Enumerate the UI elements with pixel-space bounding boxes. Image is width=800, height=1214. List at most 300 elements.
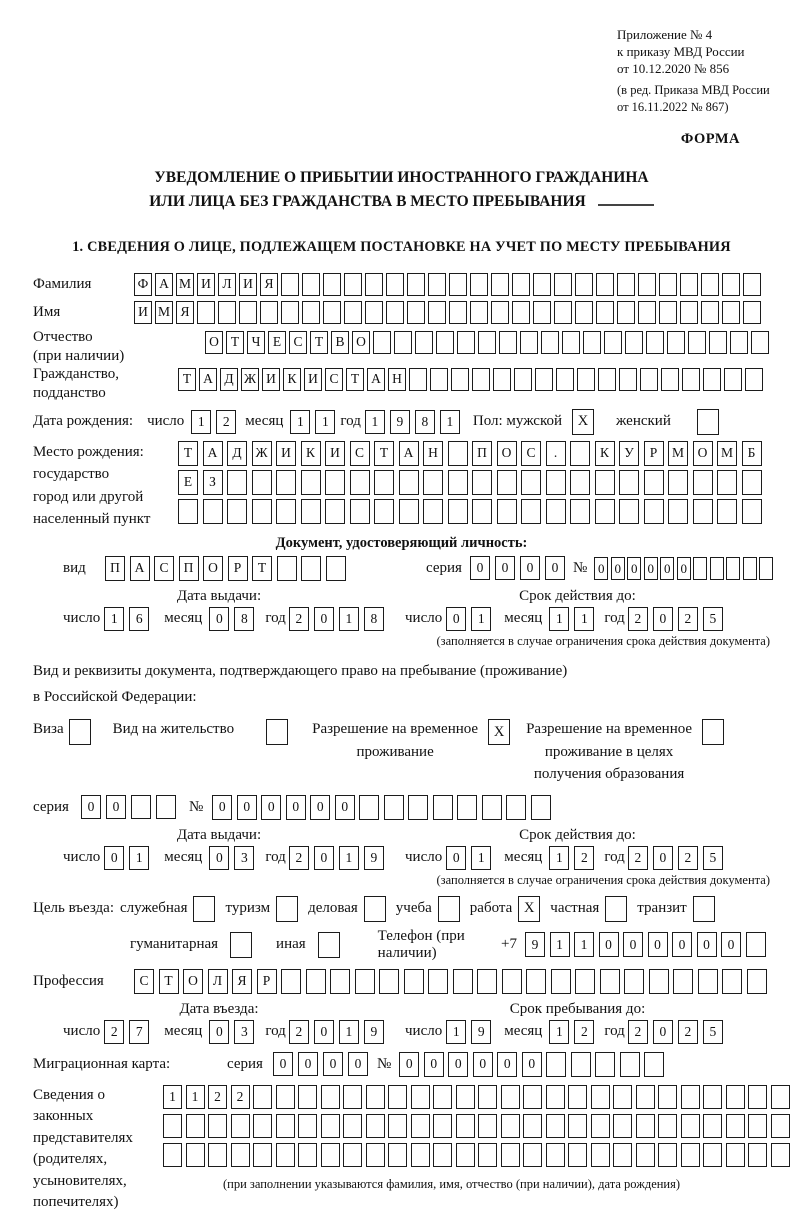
char-cell[interactable] [448, 470, 468, 495]
char-cell[interactable]: 0 [106, 795, 126, 819]
char-cell[interactable] [350, 499, 370, 524]
char-cell[interactable] [227, 470, 247, 495]
char-cell[interactable] [404, 969, 424, 994]
char-cell[interactable] [470, 273, 488, 296]
char-cell[interactable] [514, 368, 532, 391]
char-cell[interactable] [301, 499, 321, 524]
char-cell[interactable] [301, 556, 321, 581]
char-cell[interactable] [470, 301, 488, 324]
char-cell[interactable] [472, 499, 492, 524]
char-cell[interactable]: С [154, 556, 174, 581]
char-cell[interactable]: 1 [191, 410, 211, 434]
char-cell[interactable] [595, 470, 615, 495]
char-cell[interactable]: 0 [446, 607, 466, 631]
char-cell[interactable] [411, 1114, 430, 1138]
char-cell[interactable] [521, 499, 541, 524]
char-cell[interactable] [326, 556, 346, 581]
char-cell[interactable]: А [155, 273, 173, 296]
char-cell[interactable]: Т [310, 331, 328, 354]
char-cell[interactable]: А [199, 368, 217, 391]
char-cell[interactable] [680, 301, 698, 324]
char-cell[interactable]: 0 [677, 557, 691, 580]
char-cell[interactable] [742, 499, 762, 524]
char-cell[interactable] [681, 1085, 700, 1109]
char-cell[interactable] [526, 969, 546, 994]
char-cell[interactable] [717, 470, 737, 495]
char-cell[interactable]: 0 [237, 795, 257, 820]
char-cell[interactable]: Т [346, 368, 364, 391]
char-cell[interactable] [746, 932, 766, 957]
char-cell[interactable] [399, 470, 419, 495]
char-cell[interactable] [575, 301, 593, 324]
char-cell[interactable] [302, 301, 320, 324]
char-cell[interactable] [562, 331, 580, 354]
char-cell[interactable]: Т [178, 368, 196, 391]
char-cell[interactable]: О [497, 441, 517, 466]
char-cell[interactable] [203, 499, 223, 524]
char-cell[interactable]: 1 [339, 607, 359, 631]
char-cell[interactable] [748, 1085, 767, 1109]
char-cell[interactable] [613, 1085, 632, 1109]
char-cell[interactable] [595, 1052, 615, 1077]
char-cell[interactable] [546, 1114, 565, 1138]
char-cell[interactable] [681, 1114, 700, 1138]
char-cell[interactable] [379, 969, 399, 994]
char-cell[interactable] [533, 301, 551, 324]
char-cell[interactable]: 1 [446, 1020, 466, 1044]
char-cell[interactable]: 1 [574, 607, 594, 631]
char-cell[interactable] [680, 273, 698, 296]
char-cell[interactable]: Ж [241, 368, 259, 391]
char-cell[interactable] [208, 1114, 227, 1138]
char-cell[interactable] [456, 1085, 475, 1109]
char-cell[interactable] [423, 470, 443, 495]
char-cell[interactable] [388, 1085, 407, 1109]
char-cell[interactable]: 0 [314, 607, 334, 631]
char-cell[interactable] [682, 368, 700, 391]
char-cell[interactable]: 5 [703, 1020, 723, 1044]
char-cell[interactable] [701, 273, 719, 296]
char-cell[interactable] [374, 470, 394, 495]
char-cell[interactable] [384, 795, 404, 820]
char-cell[interactable]: Р [228, 556, 248, 581]
char-cell[interactable] [449, 273, 467, 296]
char-cell[interactable]: Н [388, 368, 406, 391]
char-cell[interactable] [386, 301, 404, 324]
char-cell[interactable] [276, 1085, 295, 1109]
char-cell[interactable]: Т [159, 969, 179, 994]
char-cell[interactable] [512, 273, 530, 296]
char-cell[interactable]: Д [220, 368, 238, 391]
char-cell[interactable]: В [331, 331, 349, 354]
char-cell[interactable] [710, 557, 724, 580]
char-cell[interactable] [546, 499, 566, 524]
char-cell[interactable] [596, 273, 614, 296]
char-cell[interactable]: Е [178, 470, 198, 495]
residence-permit-checkbox[interactable] [266, 719, 288, 745]
char-cell[interactable] [568, 1085, 587, 1109]
char-cell[interactable]: 9 [525, 932, 545, 957]
char-cell[interactable] [178, 499, 198, 524]
char-cell[interactable]: Я [232, 969, 252, 994]
char-cell[interactable] [472, 470, 492, 495]
char-cell[interactable]: 0 [594, 557, 608, 580]
char-cell[interactable]: И [325, 441, 345, 466]
char-cell[interactable]: О [352, 331, 370, 354]
char-cell[interactable] [533, 273, 551, 296]
char-cell[interactable]: С [350, 441, 370, 466]
char-cell[interactable]: 0 [348, 1052, 368, 1076]
char-cell[interactable] [306, 969, 326, 994]
char-cell[interactable] [673, 969, 693, 994]
char-cell[interactable]: 0 [335, 795, 355, 820]
char-cell[interactable] [298, 1114, 317, 1138]
char-cell[interactable]: 9 [364, 846, 384, 870]
char-cell[interactable] [298, 1085, 317, 1109]
char-cell[interactable] [430, 368, 448, 391]
char-cell[interactable] [617, 301, 635, 324]
char-cell[interactable]: 1 [339, 1020, 359, 1044]
char-cell[interactable]: 2 [678, 1020, 698, 1044]
temp-residence-education-checkbox[interactable] [702, 719, 724, 745]
char-cell[interactable] [658, 1114, 677, 1138]
char-cell[interactable] [394, 331, 412, 354]
char-cell[interactable]: И [304, 368, 322, 391]
char-cell[interactable] [636, 1114, 655, 1138]
char-cell[interactable] [726, 557, 740, 580]
char-cell[interactable]: С [325, 368, 343, 391]
char-cell[interactable]: 0 [672, 932, 692, 957]
char-cell[interactable]: 0 [399, 1052, 419, 1077]
char-cell[interactable] [453, 969, 473, 994]
char-cell[interactable] [551, 969, 571, 994]
char-cell[interactable]: 1 [290, 410, 310, 434]
char-cell[interactable] [570, 470, 590, 495]
char-cell[interactable]: 1 [163, 1085, 182, 1109]
char-cell[interactable] [478, 1085, 497, 1109]
char-cell[interactable] [502, 969, 522, 994]
char-cell[interactable] [703, 1114, 722, 1138]
char-cell[interactable]: 0 [721, 932, 741, 957]
char-cell[interactable] [276, 470, 296, 495]
char-cell[interactable] [646, 331, 664, 354]
char-cell[interactable]: Б [742, 441, 762, 466]
char-cell[interactable] [330, 969, 350, 994]
char-cell[interactable]: 0 [522, 1052, 542, 1077]
char-cell[interactable] [604, 331, 622, 354]
char-cell[interactable]: 0 [697, 932, 717, 957]
char-cell[interactable] [658, 1085, 677, 1109]
char-cell[interactable]: 0 [323, 1052, 343, 1076]
char-cell[interactable] [350, 470, 370, 495]
char-cell[interactable] [747, 969, 767, 994]
char-cell[interactable]: 9 [471, 1020, 491, 1044]
char-cell[interactable]: 2 [208, 1085, 227, 1109]
char-cell[interactable]: 9 [390, 410, 410, 434]
char-cell[interactable] [491, 273, 509, 296]
purpose-private-checkbox[interactable] [605, 896, 627, 922]
char-cell[interactable] [620, 1052, 640, 1077]
char-cell[interactable]: Р [644, 441, 664, 466]
char-cell[interactable]: У [619, 441, 639, 466]
char-cell[interactable] [570, 441, 590, 466]
char-cell[interactable]: М [176, 273, 194, 296]
char-cell[interactable]: 2 [231, 1085, 250, 1109]
char-cell[interactable] [659, 301, 677, 324]
char-cell[interactable] [449, 301, 467, 324]
char-cell[interactable] [575, 969, 595, 994]
char-cell[interactable] [638, 301, 656, 324]
char-cell[interactable]: И [262, 368, 280, 391]
char-cell[interactable] [302, 273, 320, 296]
char-cell[interactable] [407, 273, 425, 296]
char-cell[interactable]: 0 [104, 846, 124, 870]
char-cell[interactable] [252, 499, 272, 524]
char-cell[interactable] [343, 1085, 362, 1109]
char-cell[interactable] [521, 470, 541, 495]
char-cell[interactable]: 0 [495, 556, 515, 580]
char-cell[interactable] [472, 368, 490, 391]
char-cell[interactable] [344, 273, 362, 296]
char-cell[interactable]: 0 [424, 1052, 444, 1077]
purpose-humanitarian-checkbox[interactable] [230, 932, 252, 958]
char-cell[interactable] [373, 331, 391, 354]
char-cell[interactable]: 9 [364, 1020, 384, 1044]
char-cell[interactable] [366, 1114, 385, 1138]
char-cell[interactable] [591, 1114, 610, 1138]
char-cell[interactable]: 0 [209, 846, 229, 870]
char-cell[interactable] [433, 795, 453, 820]
char-cell[interactable]: 1 [549, 1020, 569, 1044]
purpose-tourism-checkbox[interactable] [276, 896, 298, 922]
char-cell[interactable] [457, 795, 477, 820]
char-cell[interactable]: О [693, 441, 713, 466]
char-cell[interactable]: Р [257, 969, 277, 994]
char-cell[interactable]: 0 [310, 795, 330, 820]
char-cell[interactable] [493, 368, 511, 391]
char-cell[interactable]: 0 [648, 932, 668, 957]
char-cell[interactable]: 1 [315, 410, 335, 434]
char-cell[interactable] [428, 273, 446, 296]
char-cell[interactable]: 0 [599, 932, 619, 957]
char-cell[interactable] [218, 301, 236, 324]
char-cell[interactable] [541, 331, 559, 354]
char-cell[interactable]: Я [260, 273, 278, 296]
char-cell[interactable]: И [276, 441, 296, 466]
char-cell[interactable] [423, 499, 443, 524]
char-cell[interactable] [276, 499, 296, 524]
char-cell[interactable]: 0 [209, 1020, 229, 1044]
char-cell[interactable]: 0 [470, 556, 490, 580]
char-cell[interactable] [722, 969, 742, 994]
char-cell[interactable] [703, 1085, 722, 1109]
char-cell[interactable]: 1 [186, 1085, 205, 1109]
char-cell[interactable] [743, 301, 761, 324]
char-cell[interactable] [478, 331, 496, 354]
char-cell[interactable] [365, 301, 383, 324]
char-cell[interactable]: Я [176, 301, 194, 324]
char-cell[interactable]: Н [423, 441, 443, 466]
char-cell[interactable] [477, 969, 497, 994]
char-cell[interactable] [436, 331, 454, 354]
char-cell[interactable]: 2 [104, 1020, 124, 1044]
char-cell[interactable]: С [289, 331, 307, 354]
char-cell[interactable]: 8 [234, 607, 254, 631]
char-cell[interactable] [156, 795, 176, 819]
char-cell[interactable] [726, 1085, 745, 1109]
char-cell[interactable] [428, 301, 446, 324]
char-cell[interactable]: Л [218, 273, 236, 296]
char-cell[interactable]: Ч [247, 331, 265, 354]
char-cell[interactable] [644, 1052, 664, 1077]
char-cell[interactable]: 0 [209, 607, 229, 631]
char-cell[interactable] [546, 470, 566, 495]
char-cell[interactable]: 0 [286, 795, 306, 820]
char-cell[interactable] [724, 368, 742, 391]
char-cell[interactable] [649, 969, 669, 994]
char-cell[interactable] [546, 1052, 566, 1077]
char-cell[interactable]: Т [252, 556, 272, 581]
char-cell[interactable]: Ф [134, 273, 152, 296]
char-cell[interactable]: 1 [339, 846, 359, 870]
char-cell[interactable] [433, 1085, 452, 1109]
char-cell[interactable]: 3 [234, 846, 254, 870]
char-cell[interactable] [698, 969, 718, 994]
char-cell[interactable] [591, 1085, 610, 1109]
char-cell[interactable]: 0 [314, 1020, 334, 1044]
char-cell[interactable] [520, 331, 538, 354]
char-cell[interactable] [722, 273, 740, 296]
char-cell[interactable] [374, 499, 394, 524]
char-cell[interactable] [497, 470, 517, 495]
char-cell[interactable] [253, 1085, 272, 1109]
char-cell[interactable]: 0 [298, 1052, 318, 1076]
char-cell[interactable]: К [595, 441, 615, 466]
char-cell[interactable] [613, 1114, 632, 1138]
char-cell[interactable] [661, 368, 679, 391]
char-cell[interactable]: Т [178, 441, 198, 466]
char-cell[interactable]: 0 [448, 1052, 468, 1077]
char-cell[interactable]: П [179, 556, 199, 581]
char-cell[interactable]: 6 [129, 607, 149, 631]
char-cell[interactable] [506, 795, 526, 820]
char-cell[interactable] [457, 331, 475, 354]
char-cell[interactable] [131, 795, 151, 819]
char-cell[interactable] [321, 1085, 340, 1109]
char-cell[interactable]: К [283, 368, 301, 391]
char-cell[interactable] [301, 470, 321, 495]
temp-residence-checkbox[interactable]: X [488, 719, 510, 745]
char-cell[interactable] [499, 331, 517, 354]
char-cell[interactable] [546, 1085, 565, 1109]
char-cell[interactable] [281, 301, 299, 324]
char-cell[interactable]: О [183, 969, 203, 994]
char-cell[interactable] [386, 273, 404, 296]
gender-female-checkbox[interactable] [697, 409, 719, 435]
char-cell[interactable] [598, 368, 616, 391]
char-cell[interactable] [186, 1114, 205, 1138]
char-cell[interactable] [321, 1114, 340, 1138]
char-cell[interactable]: 2 [678, 607, 698, 631]
char-cell[interactable] [523, 1114, 542, 1138]
char-cell[interactable] [281, 273, 299, 296]
char-cell[interactable] [667, 331, 685, 354]
char-cell[interactable]: 0 [81, 795, 101, 819]
char-cell[interactable] [771, 1085, 790, 1109]
char-cell[interactable] [619, 368, 637, 391]
char-cell[interactable]: 2 [289, 846, 309, 870]
char-cell[interactable] [163, 1114, 182, 1138]
char-cell[interactable] [709, 331, 727, 354]
char-cell[interactable]: Д [227, 441, 247, 466]
char-cell[interactable] [227, 499, 247, 524]
char-cell[interactable]: 2 [574, 1020, 594, 1044]
char-cell[interactable]: 1 [471, 846, 491, 870]
char-cell[interactable] [260, 301, 278, 324]
char-cell[interactable] [554, 301, 572, 324]
char-cell[interactable]: А [130, 556, 150, 581]
char-cell[interactable] [596, 301, 614, 324]
char-cell[interactable] [638, 273, 656, 296]
char-cell[interactable]: З [203, 470, 223, 495]
char-cell[interactable] [751, 331, 769, 354]
char-cell[interactable]: 1 [549, 846, 569, 870]
char-cell[interactable] [478, 1114, 497, 1138]
char-cell[interactable]: И [239, 273, 257, 296]
char-cell[interactable] [619, 470, 639, 495]
char-cell[interactable]: 1 [574, 932, 594, 957]
char-cell[interactable] [399, 499, 419, 524]
char-cell[interactable]: С [134, 969, 154, 994]
char-cell[interactable] [433, 1114, 452, 1138]
char-cell[interactable] [281, 969, 301, 994]
char-cell[interactable] [531, 795, 551, 820]
char-cell[interactable] [693, 499, 713, 524]
char-cell[interactable]: 0 [660, 557, 674, 580]
purpose-work-checkbox[interactable]: X [518, 896, 540, 922]
char-cell[interactable]: 0 [545, 556, 565, 580]
char-cell[interactable]: 0 [653, 1020, 673, 1044]
char-cell[interactable] [323, 273, 341, 296]
char-cell[interactable]: 0 [653, 846, 673, 870]
char-cell[interactable]: 8 [415, 410, 435, 434]
char-cell[interactable]: М [717, 441, 737, 466]
char-cell[interactable] [366, 1085, 385, 1109]
char-cell[interactable]: 0 [261, 795, 281, 820]
char-cell[interactable] [640, 368, 658, 391]
char-cell[interactable] [625, 331, 643, 354]
char-cell[interactable]: М [668, 441, 688, 466]
purpose-other-checkbox[interactable] [318, 932, 340, 958]
char-cell[interactable]: 2 [628, 607, 648, 631]
char-cell[interactable] [501, 1114, 520, 1138]
char-cell[interactable]: О [203, 556, 223, 581]
char-cell[interactable]: 2 [628, 1020, 648, 1044]
char-cell[interactable]: П [105, 556, 125, 581]
char-cell[interactable]: 2 [289, 1020, 309, 1044]
char-cell[interactable] [323, 301, 341, 324]
char-cell[interactable]: 1 [440, 410, 460, 434]
char-cell[interactable]: 2 [289, 607, 309, 631]
char-cell[interactable]: 1 [365, 410, 385, 434]
char-cell[interactable]: 0 [623, 932, 643, 957]
char-cell[interactable]: И [197, 273, 215, 296]
char-cell[interactable]: Л [208, 969, 228, 994]
char-cell[interactable] [512, 301, 530, 324]
char-cell[interactable]: . [546, 441, 566, 466]
char-cell[interactable]: 1 [550, 932, 570, 957]
char-cell[interactable] [325, 470, 345, 495]
